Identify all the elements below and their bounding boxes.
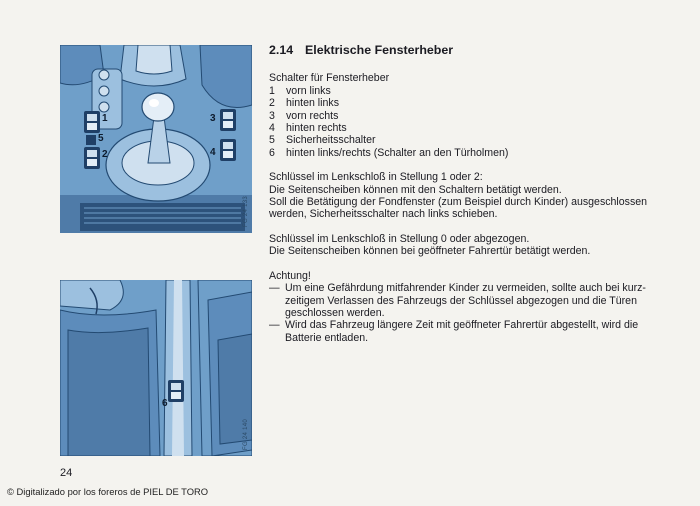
list-item xyxy=(269,134,679,146)
warning-line: Wird das Fahrzeug längere Zeit mit geöffneter Fahrertür abgestellt, wird die xyxy=(285,319,639,332)
list-item xyxy=(269,319,679,344)
text-column xyxy=(269,44,679,344)
item-number: 4 xyxy=(269,122,275,135)
figure-code-bottom: FG 24 140 xyxy=(243,418,249,450)
list-item xyxy=(269,85,679,97)
item-label: Sicherheitsschalter xyxy=(286,134,376,147)
item-number: 3 xyxy=(269,109,275,122)
paragraph-line: Die Seitenscheiben können mit den Schaltern betätigt werden. xyxy=(269,183,562,196)
warning-line: Um eine Gefährdung mitfahrender Kinder zu vermeiden, sollte auch bei kurz- xyxy=(285,282,646,295)
paragraph-key-position-0 xyxy=(269,233,679,258)
item-label: vorn links xyxy=(286,84,331,97)
paragraph-line: Die Seitenscheiben können bei geöffneter Fahrertür betätigt werden. xyxy=(269,245,591,258)
figure-code-top: FG 24 133 xyxy=(243,195,249,227)
center-console-illustration xyxy=(60,45,252,233)
door-pillar-illustration xyxy=(60,280,252,456)
item-number: 2 xyxy=(269,97,275,110)
list-item xyxy=(269,282,679,319)
callout-5: 5 xyxy=(98,133,104,144)
section-title: Elektrische Fensterheber xyxy=(305,43,454,57)
list-item xyxy=(269,147,679,159)
warning-title: Achtung! xyxy=(269,269,311,282)
callout-2: 2 xyxy=(102,149,108,160)
item-label: vorn rechts xyxy=(286,109,339,122)
list-item xyxy=(269,110,679,122)
section-number: 2.14 xyxy=(269,43,294,57)
warning-line: zeitigem Verlassen des Fahrzeugs der Schlüssel abgezogen und die Türen xyxy=(285,294,637,307)
page-number: 24 xyxy=(60,467,73,479)
paragraph-line: Schlüssel im Lenkschloß in Stellung 1 oder 2: xyxy=(269,171,483,184)
scan-credit: © Digitalizado por los foreros de PIEL DE TORO xyxy=(7,486,209,497)
callout-1: 1 xyxy=(102,113,108,124)
item-label: hinten links xyxy=(286,97,339,110)
warning-line: geschlossen werden. xyxy=(285,306,385,319)
list-item xyxy=(269,97,679,109)
dash-marker: — xyxy=(269,319,280,332)
dash-marker: — xyxy=(269,282,280,295)
list-item xyxy=(269,122,679,134)
door-pillar-drawing xyxy=(60,280,252,456)
section-heading xyxy=(269,44,679,56)
paragraph-line: Schlüssel im Lenkschloß in Stellung 0 oder abgezogen. xyxy=(269,232,530,245)
item-label: hinten rechts xyxy=(286,122,347,135)
callout-4: 4 xyxy=(210,147,216,158)
item-label: hinten links/rechts (Schalter an den Türholmen) xyxy=(286,146,509,159)
callout-6: 6 xyxy=(162,398,168,409)
paragraph-line: Soll die Betätigung der Fondfenster (zum Beispiel durch Kinder) ausgeschlossen xyxy=(269,196,648,209)
warning-line: Batterie entladen. xyxy=(285,331,369,344)
callout-3: 3 xyxy=(210,113,216,124)
warning-block xyxy=(269,270,679,344)
center-console-drawing xyxy=(60,45,252,233)
switches-intro: Schalter für Fensterheber xyxy=(269,72,390,85)
switch-list xyxy=(269,85,679,159)
paragraph-key-position-1-2 xyxy=(269,171,679,221)
paragraph-line: werden, Sicherheitsschalter nach links schieben. xyxy=(269,208,498,221)
item-number: 6 xyxy=(269,146,275,159)
warning-list xyxy=(269,282,679,344)
item-number: 5 xyxy=(269,134,275,147)
item-number: 1 xyxy=(269,84,275,97)
